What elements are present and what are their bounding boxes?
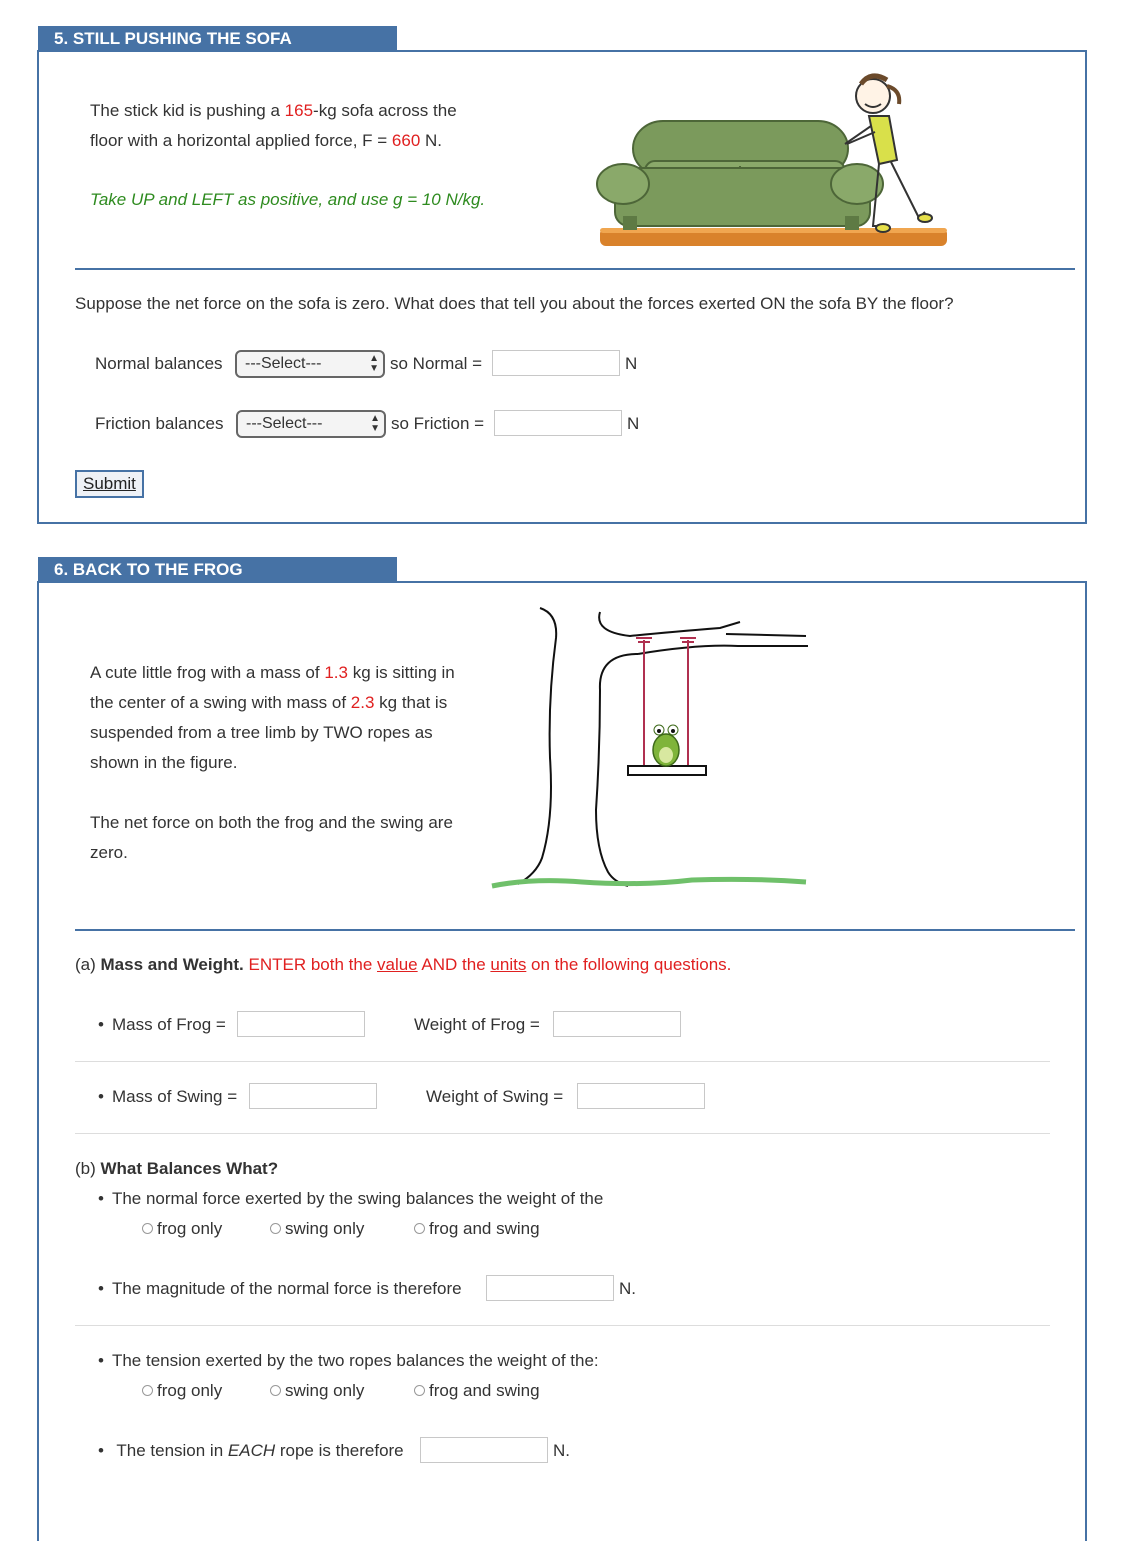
- tension-each-unit: N.: [553, 1441, 570, 1460]
- weight-swing-label: Weight of Swing =: [426, 1087, 564, 1106]
- normal-magnitude-label: • The magnitude of the normal force is therefore: [98, 1279, 462, 1299]
- tension-each-input[interactable]: [420, 1437, 548, 1463]
- radio-icon[interactable]: [142, 1385, 153, 1396]
- tension-balances-question: • The tension exerted by the two ropes balances the weight of the:: [98, 1351, 599, 1371]
- friction-unit: N: [627, 414, 640, 433]
- radio-icon[interactable]: [270, 1223, 281, 1234]
- sofa-kid-illustration: [595, 66, 955, 256]
- sofa: [597, 121, 883, 230]
- mass-swing-input[interactable]: [249, 1083, 377, 1109]
- select-arrows-icon: ▲ ▼: [369, 353, 379, 374]
- divider: [75, 929, 1075, 931]
- normal-option-frog-and-swing[interactable]: frog and swing: [414, 1219, 540, 1239]
- select-arrows-icon: ▲ ▼: [370, 413, 380, 434]
- sofa-mass-value: 165: [284, 101, 314, 120]
- swing-seat: [628, 766, 706, 775]
- weight-frog-label: Weight of Frog =: [414, 1015, 540, 1034]
- so-friction-label: so Friction =: [391, 414, 485, 433]
- tension-option-frog-only[interactable]: frog only: [142, 1381, 222, 1401]
- net-force-text: The net force on both the frog and the swing are zero.: [90, 813, 453, 862]
- weight-frog-input[interactable]: [553, 1011, 681, 1037]
- sofa-question: Suppose the net force on the sofa is zero. What does that tell you about the forces exerted ON the sofa BY the floor?: [75, 294, 954, 313]
- sofa-problem-text: The stick kid is pushing a 165-kg sofa across the floor with a horizontal applied force, F = 660 N.: [90, 101, 457, 150]
- friction-balances-label: Friction balances: [95, 414, 224, 433]
- part-b-heading: (b) What Balances What?: [75, 1159, 279, 1178]
- swing-mass-value: 2.3: [350, 693, 375, 712]
- mass-frog-label: • Mass of Frog =: [98, 1015, 226, 1035]
- tension-option-swing-only[interactable]: swing only: [270, 1381, 364, 1401]
- friction-balances-select[interactable]: ---Select--- ▲ ▼: [236, 410, 386, 438]
- normal-magnitude-input[interactable]: [486, 1275, 614, 1301]
- divider: [75, 268, 1075, 270]
- radio-icon[interactable]: [142, 1223, 153, 1234]
- row-divider: [75, 1133, 1050, 1134]
- so-normal-label: so Normal =: [390, 354, 483, 373]
- normal-option-frog-only[interactable]: frog only: [142, 1219, 222, 1239]
- submit-button[interactable]: Submit: [75, 470, 144, 498]
- radio-icon[interactable]: [414, 1385, 425, 1396]
- applied-force-value: 660: [391, 131, 421, 150]
- sign-convention: Take UP and LEFT as positive, and use g = 10 N/kg.: [90, 190, 486, 209]
- mass-swing-label: • Mass of Swing =: [98, 1087, 237, 1107]
- radio-icon[interactable]: [414, 1223, 425, 1234]
- section-5-tab: 5. STILL PUSHING THE SOFA: [38, 26, 397, 52]
- normal-option-swing-only[interactable]: swing only: [270, 1219, 364, 1239]
- section-6-tab: 6. BACK TO THE FROG: [38, 557, 397, 583]
- mass-frog-input[interactable]: [237, 1011, 365, 1037]
- radio-icon[interactable]: [270, 1385, 281, 1396]
- normal-input[interactable]: [492, 350, 620, 376]
- row-divider: [75, 1325, 1050, 1326]
- normal-unit: N: [625, 354, 638, 373]
- tree-swing-illustration: [488, 600, 813, 900]
- row-divider: [75, 1061, 1050, 1062]
- grass: [492, 879, 806, 886]
- normal-balances-question: • The normal force exerted by the swing balances the weight of the: [98, 1189, 603, 1209]
- normal-balances-select[interactable]: ---Select--- ▲ ▼: [235, 350, 385, 378]
- frog-mass-value: 1.3: [324, 663, 348, 682]
- normal-magnitude-unit: N.: [619, 1279, 636, 1298]
- weight-swing-input[interactable]: [577, 1083, 705, 1109]
- frog-problem-text: A cute little frog with a mass of 1.3 kg is sitting in the center of a swing with mass of 2.3 kg that is suspended from a tree limb by TWO ropes as shown in the figure.: [90, 663, 455, 772]
- part-a-heading: (a) Mass and Weight. ENTER both the value AND the units on the following questions.: [75, 955, 732, 974]
- normal-balances-label: Normal balances: [95, 354, 223, 373]
- tension-option-frog-and-swing[interactable]: frog and swing: [414, 1381, 540, 1401]
- tension-each-label: • The tension in EACH rope is therefore: [98, 1441, 404, 1461]
- frog-icon: [653, 725, 679, 766]
- friction-input[interactable]: [494, 410, 622, 436]
